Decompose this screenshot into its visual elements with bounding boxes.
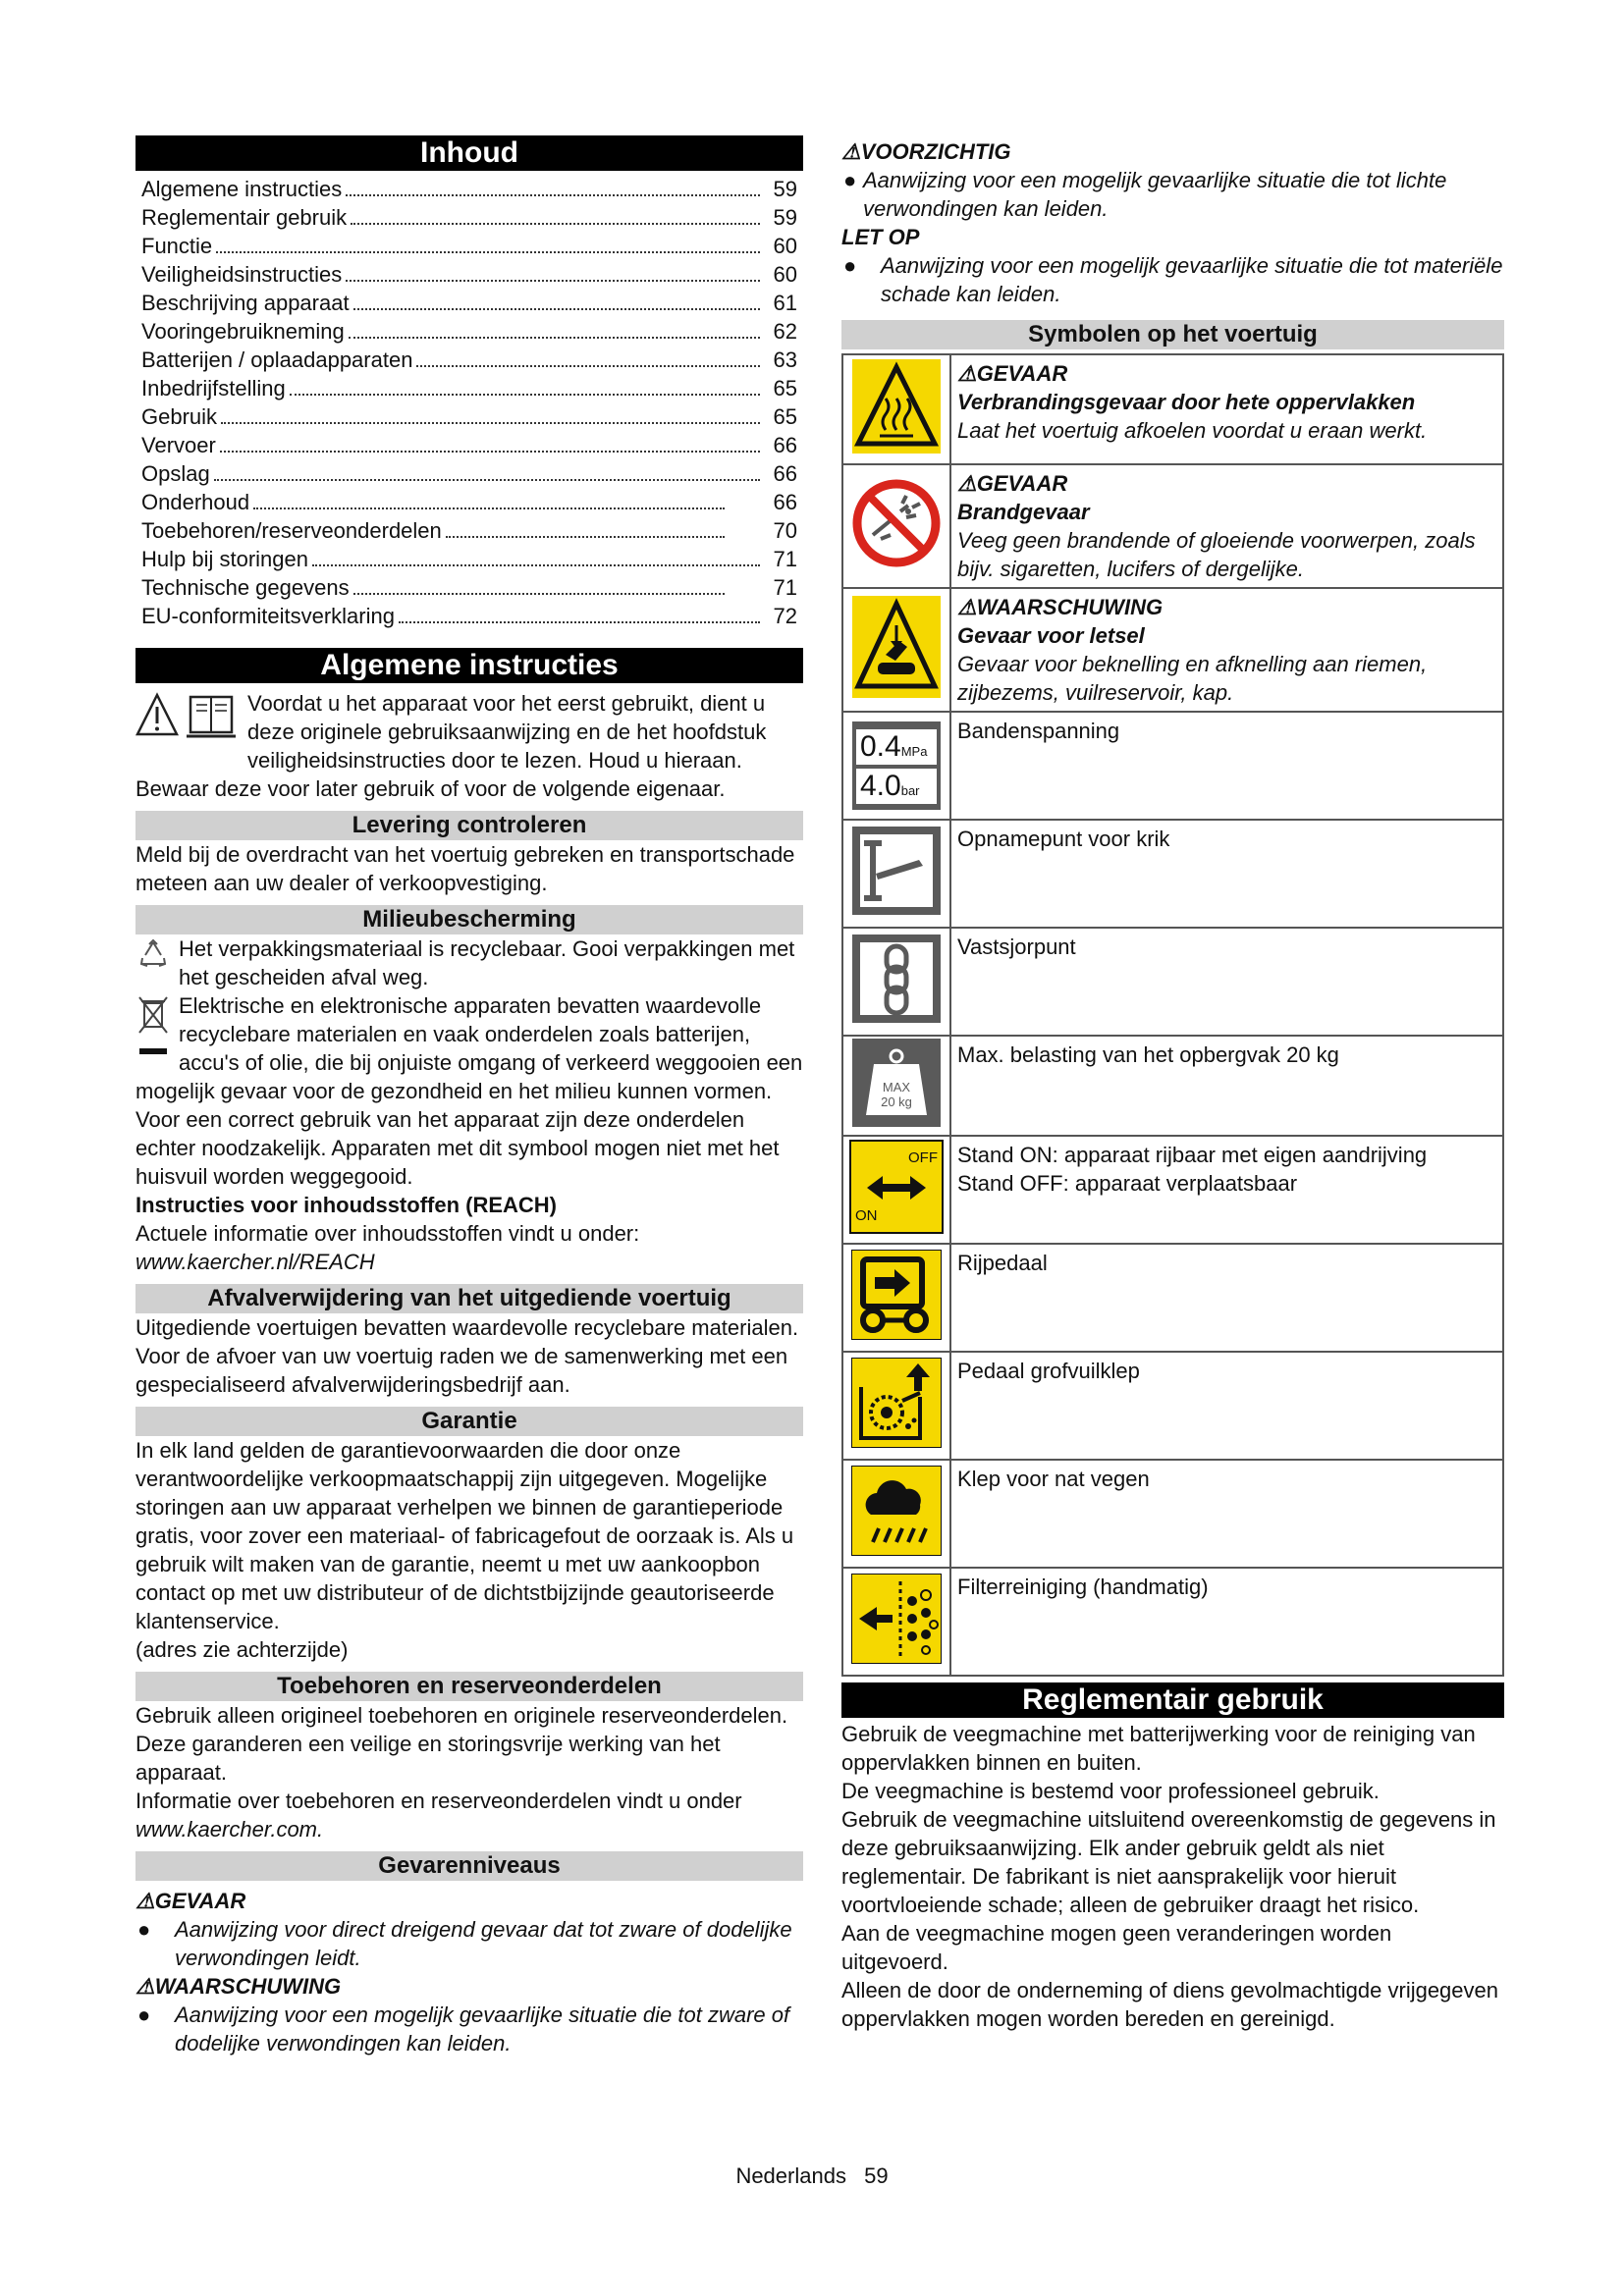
hazard-item-danger: ● Aanwijzing voor direct dreigend gevaar dat tot zware of dodelijke verwondingen leidt. (137, 1917, 792, 1970)
left-column (135, 135, 803, 2057)
symbol-description: Bandenspanning (950, 712, 1503, 820)
hazard-label-notice: LET OP (841, 225, 920, 249)
reach-link[interactable]: www.kaercher.nl/REACH (135, 1250, 375, 1274)
weee-block (135, 991, 803, 1191)
page-footer (0, 2162, 1624, 2190)
table-row (842, 1460, 1503, 1568)
delivery-text: Meld bij de overdracht van het voertuig gebreken en transportschade meteen aan uw dealer of verkoopvestiging. (135, 842, 795, 895)
table-row (842, 928, 1503, 1036)
toc-entry[interactable]: Technische gegevens 71 (141, 575, 797, 600)
accessories-text: Gebruik alleen origineel toebehoren en originele reserveonderdelen. Deze garanderen een veilige en storingsvrije werking van het apparaat. (135, 1703, 788, 1785)
symbol-description: Pedaal grofvuilklep (950, 1352, 1503, 1460)
toc-entry[interactable]: Beschrijving apparaat 61 (141, 291, 797, 315)
toc-entry[interactable]: Functie 60 (141, 234, 797, 258)
reach-title: Instructies voor inhoudsstoffen (REACH) (135, 1193, 558, 1217)
environment-heading: Milieubescherming (135, 905, 803, 934)
read-manual-icon (135, 691, 238, 747)
crossed-bin-icon (135, 993, 171, 1065)
toc-entry[interactable]: Hulp bij storingen 71 (141, 547, 797, 571)
table-row (842, 1568, 1503, 1676)
table-row (842, 1136, 1503, 1244)
hazard-label-caution: ⚠VOORZICHTIG (841, 139, 1011, 164)
intended-use-paragraph: Aan de veegmachine mogen geen veranderingen worden uitgevoerd. (841, 1921, 1392, 1974)
recycle-text: Het verpakkingsmateriaal is recyclebaar. Gooi verpakkingen met het gescheiden afval weg. (179, 936, 795, 989)
table-row (842, 1244, 1503, 1352)
hazard-item-caution: ● Aanwijzing voor een mogelijk gevaarlijke situatie die tot lichte verwondingen kan leiden. (843, 168, 1447, 221)
table-row (842, 1352, 1503, 1460)
disposal-heading: Afvalverwijdering van het uitgediende voertuig (135, 1284, 803, 1313)
drive-switch-icon: OFF ON (842, 1136, 950, 1244)
coarse-dirt-flap-pedal-icon (842, 1352, 950, 1460)
intended-use-paragraph: Gebruik de veegmachine uitsluitend overeenkomstig de gegevens in deze gebruiksaanwijzing. Elk ander gebruik geldt als niet reglementair. De fabrikant is niet aansprakelijk voor hieruit voortvloeiende schade; alleen de gebruiker draagt het risico. (841, 1807, 1496, 1917)
symbol-description: ⚠WAARSCHUWING Gevaar voor letsel Gevaar voor beknelling en afknelling aan riemen, zijbezems, vuilreservoir, kap. (950, 588, 1503, 712)
table-row (842, 588, 1503, 712)
hot-surface-warning-icon (842, 354, 950, 464)
accessories-heading: Toebehoren en reserveonderdelen (135, 1672, 803, 1701)
intended-use-paragraph: Gebruik de veegmachine met batterijwerking voor de reiniging van oppervlakken binnen en buiten. (841, 1722, 1476, 1775)
intended-use-paragraph: De veegmachine is bestemd voor professioneel gebruik. (841, 1779, 1380, 1803)
warranty-text: In elk land gelden de garantievoorwaarden die door onze verantwoordelijke verkoopmaatschappij zijn uitgegeven. Mogelijke storingen aan uw apparaat verhelpen we binnen de garantieperiode gratis, voor zover een materiaal- of fabricagefout de oorzaak is. Als u gebruik wilt maken van de garantie, neemt u met uw aankoopbon contact op met uw distributeur of de dichtstbijzijnde geautoriseerde klantenservice. (135, 1438, 794, 1633)
right-column (841, 135, 1504, 2033)
toc-heading: Inhoud (135, 135, 803, 171)
crush-hazard-icon (842, 588, 950, 712)
toc-entry[interactable]: Algemene instructies 59 (141, 177, 797, 201)
symbol-description: Opnamepunt voor krik (950, 820, 1503, 928)
general-keep: Bewaar deze voor later gebruik of voor de volgende eigenaar. (135, 776, 726, 801)
general-intro: Voordat u het apparaat voor het eerst gebruikt, dient u deze originele gebruiksaanwijzing en de het hoofdstuk veiligheidsinstructies door te lezen. Houd u hieraan. (247, 691, 767, 773)
toc-entry[interactable]: Veiligheidsinstructies 60 (141, 262, 797, 287)
toc-entry[interactable]: Batterijen / oplaadapparaten 63 (141, 347, 797, 372)
symbols-heading: Symbolen op het voertuig (841, 320, 1504, 349)
table-row (842, 354, 1503, 464)
warranty-address: (adres zie achterzijde) (135, 1637, 349, 1662)
no-fire-sweep-icon (842, 464, 950, 588)
delivery-heading: Levering controleren (135, 811, 803, 840)
general-instructions-heading: Algemene instructies (135, 648, 803, 683)
accessories-info: Informatie over toebehoren en reserveonderdelen vindt u onder www.kaercher.com. (135, 1789, 742, 1842)
intended-use-paragraph: Alleen de door de onderneming of diens gevolmachtigde vrijgegeven oppervlakken mogen worden bereden en gereinigd. (841, 1978, 1499, 2031)
toc-entry[interactable]: Opslag 66 (141, 461, 797, 486)
drive-pedal-icon (842, 1244, 950, 1352)
filter-cleaning-icon (842, 1568, 950, 1676)
hazard-item-warning: ● Aanwijzing voor een mogelijk gevaarlijke situatie die tot zware of dodelijke verwondingen kan leiden. (137, 2002, 790, 2056)
symbol-description: Rijpedaal (950, 1244, 1503, 1352)
symbol-description: Stand ON: apparaat rijbaar met eigen aandrijving Stand OFF: apparaat verplaatsbaar (950, 1136, 1503, 1244)
table-of-contents (135, 175, 803, 630)
toc-entry[interactable]: Vooringebruikneming 62 (141, 319, 797, 344)
hazard-label-danger: ⚠GEVAAR (135, 1889, 246, 1913)
kaercher-link[interactable]: www.kaercher.com. (135, 1817, 324, 1842)
tire-pressure-icon: 0.4MPa 4.0bar (842, 712, 950, 820)
symbol-description: Vastsjorpunt (950, 928, 1503, 1036)
toc-entry[interactable]: Toebehoren/reserveonderdelen 70 (141, 518, 797, 543)
footer-language: Nederlands (735, 2163, 846, 2188)
recycle-block (135, 934, 803, 991)
symbol-description: Max. belasting van het opbergvak 20 kg (950, 1036, 1503, 1136)
hazard-levels-heading: Gevarenniveaus (135, 1851, 803, 1881)
intended-use-heading: Reglementair gebruik (841, 1682, 1504, 1718)
recycle-icon (135, 936, 171, 983)
hazard-label-warning: ⚠WAARSCHUWING (135, 1974, 342, 1999)
table-row (842, 712, 1503, 820)
toc-entry[interactable]: Gebruik 65 (141, 404, 797, 429)
weee-text: Elektrische en elektronische apparaten bevatten waardevolle recyclebare materialen en vaak onderdelen zoals batterijen, accu's of olie, die bij onjuiste omgang of verkeerd weggooien een mogelijk gevaar voor de gezondheid en het milieu kunnen vormen. Voor een correct gebruik van het apparaat zijn deze onderdelen echter noodzakelijk. Apparaten met dit symbool mogen niet met het huisvuil worden weggegooid. (135, 993, 803, 1189)
tie-down-chain-icon (842, 928, 950, 1036)
toc-entry[interactable]: Inbedrijfstelling 65 (141, 376, 797, 400)
intended-use-block (841, 1720, 1504, 2033)
symbol-description: ⚠GEVAAR Verbrandingsgevaar door hete oppervlakken Laat het voertuig afkoelen voordat u eraan werkt. (950, 354, 1503, 464)
symbol-description: Filterreiniging (handmatig) (950, 1568, 1503, 1676)
toc-entry[interactable]: EU-conformiteitsverklaring 72 (141, 604, 797, 628)
disposal-text: Uitgediende voertuigen bevatten waardevolle recyclebare materialen. Voor de afvoer van uw voertuig raden we de samenwerking met een gespecialiseerd afvalverwijderingsbedrijf aan. (135, 1315, 799, 1397)
wet-sweep-flap-icon (842, 1460, 950, 1568)
toc-entry[interactable]: Onderhoud 66 (141, 490, 797, 514)
symbol-description: ⚠GEVAAR Brandgevaar Veeg geen brandende of gloeiende voorwerpen, zoals bijv. sigaretten, lucifers of dergelijke. (950, 464, 1503, 588)
symbol-description: Klep voor nat vegen (950, 1460, 1503, 1568)
symbols-table (841, 353, 1504, 1677)
hazard-item-notice: ● Aanwijzing voor een mogelijk gevaarlijke situatie die tot materiële schade kan leiden. (843, 253, 1503, 306)
toc-entry[interactable]: Vervoer 66 (141, 433, 797, 457)
toc-entry[interactable]: Reglementair gebruik 59 (141, 205, 797, 230)
general-instructions-block (135, 689, 803, 803)
jack-point-icon (842, 820, 950, 928)
table-row (842, 820, 1503, 928)
page-number: 59 (864, 2163, 889, 2188)
reach-paragraph: Actuele informatie over inhoudsstoffen vindt u onder: www.kaercher.nl/REACH (135, 1221, 640, 1274)
max-load-weight-icon: MAX 20 kg (842, 1036, 950, 1136)
warranty-heading: Garantie (135, 1407, 803, 1436)
table-row (842, 1036, 1503, 1136)
table-row (842, 464, 1503, 588)
